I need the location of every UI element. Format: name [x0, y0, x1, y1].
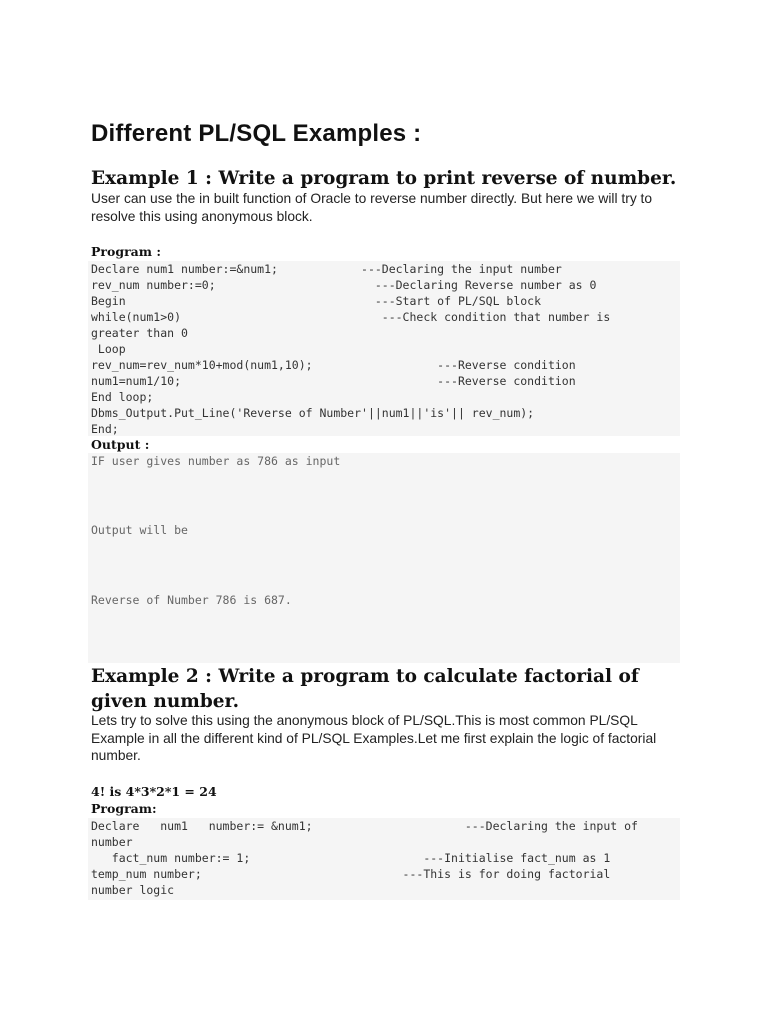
output-line-result: Reverse of Number 786 is 687. — [91, 593, 292, 607]
example-2-program-label: Program: — [91, 801, 157, 816]
code-line: Declare num1 number:= &num1; ---Declaring the input of — [91, 819, 638, 833]
example-2-formula: 4! is 4*3*2*1 = 24 — [91, 784, 217, 799]
example-1-heading: Example 1 : Write a program to print reverse of number. — [91, 168, 677, 189]
code-line: num1=num1/10; ---Reverse condition — [91, 374, 576, 388]
output-line-will-be: Output will be — [91, 523, 188, 537]
example-2-code — [91, 818, 638, 898]
page-title: Different PL/SQL Examples : — [91, 120, 422, 147]
code-line: number — [91, 835, 133, 849]
code-line: fact_num number:= 1; ---Initialise fact_num as 1 — [91, 851, 611, 865]
example-2-heading: Example 2 : Write a program to calculate factorial of given number. — [91, 666, 639, 712]
code-line: temp_num number; ---This is for doing factorial — [91, 867, 611, 881]
code-line: rev_num number:=0; ---Declaring Reverse number as 0 — [91, 278, 597, 292]
example-2-code-block — [88, 818, 680, 900]
code-line: greater than 0 — [91, 326, 188, 340]
output-line-input: IF user gives number as 786 as input — [91, 454, 341, 468]
code-line: rev_num=rev_num*10+mod(num1,10); ---Reverse condition — [91, 358, 576, 372]
example-1-output-label: Output : — [91, 437, 150, 452]
example-1-code-block — [88, 261, 680, 436]
code-line: Loop — [91, 342, 126, 356]
example-1-intro: User can use the in built function of Oracle to reverse number directly. But here we will try to resolve this using anonymous block. — [91, 191, 653, 224]
code-line: Begin ---Start of PL/SQL block — [91, 294, 542, 308]
code-line: End loop; — [91, 390, 154, 404]
code-line: while(num1>0) ---Check condition that number is — [91, 310, 611, 324]
example-1-code — [91, 261, 610, 437]
code-line: End; — [91, 422, 119, 436]
code-line: Declare num1 number:=&num1; ---Declaring the input number — [91, 262, 562, 276]
code-line: Dbms_Output.Put_Line('Reverse of Number'||num1||'is'|| rev_num); — [91, 406, 535, 420]
code-line: number logic — [91, 883, 175, 897]
example-1-output-block — [88, 453, 680, 663]
example-1-program-label: Program : — [91, 244, 161, 259]
example-2-intro: Lets try to solve this using the anonymous block of PL/SQL.This is most common PL/SQL Example in all the different kind of PL/SQL Examples.Let me first explain the logic of factorial number. — [91, 713, 657, 763]
